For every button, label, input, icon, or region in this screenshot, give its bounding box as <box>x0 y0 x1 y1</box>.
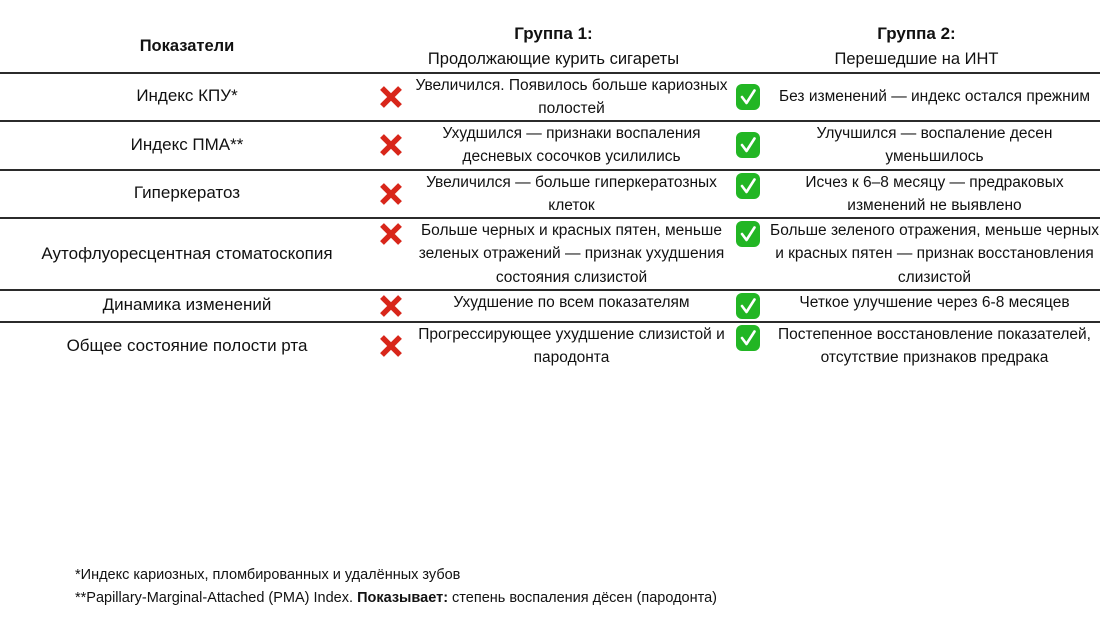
group-2-result-cell <box>733 290 1100 322</box>
group-2-result-cell <box>733 121 1100 170</box>
group-2-result-text: Улучшился — воспаление десен уменьшилось <box>816 125 1053 166</box>
footnote-pma-prefix: **Papillary-Marginal-Attached (PMA) Index. <box>75 590 358 607</box>
red-cross-icon <box>376 179 406 209</box>
group-2-result-text: Постепенное восстановление показателей, отсутствие признаков предрака <box>778 325 1091 367</box>
red-cross-icon <box>376 219 406 249</box>
red-cross-icon <box>376 331 406 361</box>
group-1-result-text: Ухудшение по всем показателям <box>453 293 690 311</box>
green-check-icon <box>733 82 763 112</box>
parameter-name: Индекс ПМА** <box>0 121 374 170</box>
header-parameters-label: Показатели <box>139 37 235 56</box>
group-1-result-cell <box>376 121 731 170</box>
group-1-result-text: Прогрессирующее ухудшение слизистой и пародонта <box>418 325 725 367</box>
group-1-result-cell <box>376 170 731 219</box>
group-1-result-text: Больше черных и красных пятен, меньше зеленых отражений — признак ухудшения состояния слизистой <box>418 222 725 286</box>
red-cross-icon <box>376 130 406 160</box>
group-1-result-cell <box>376 322 731 370</box>
group-1-result-cell <box>376 73 731 122</box>
footnotes <box>75 564 1075 611</box>
parameter-name: Индекс КПУ* <box>0 73 374 122</box>
group-2-title: Группа 2: <box>877 24 956 43</box>
group-1-result-text: Ухудшился — признаки воспаления десневых сосочков усилились <box>442 125 701 166</box>
group-2-result-text: Больше зеленого отражения, меньше черных и красных пятен — признак восстановления слизистой <box>770 222 1099 286</box>
parameter-name: Общее состояние полости рта <box>0 322 374 370</box>
table-row <box>0 322 1100 370</box>
parameter-name: Динамика изменений <box>0 290 374 322</box>
groups-comparison-table <box>0 22 1100 369</box>
group-2-result-cell <box>733 322 1100 370</box>
table-row <box>0 73 1100 122</box>
group-2-result-cell <box>733 170 1100 219</box>
green-check-icon <box>733 219 763 249</box>
red-cross-icon <box>376 82 406 112</box>
parameter-name: Аутофлуоресцентная стоматоскопия <box>0 218 374 290</box>
parameter-name: Гиперкератоз <box>0 170 374 219</box>
table-header-row <box>0 22 1100 73</box>
table-row <box>0 218 1100 290</box>
group-2-result-cell <box>733 73 1100 122</box>
table-row <box>0 121 1100 170</box>
header-group-2 <box>733 22 1100 73</box>
green-check-icon <box>733 171 763 201</box>
header-group-1 <box>376 22 731 73</box>
group-1-result-cell <box>376 218 731 290</box>
group-2-result-text: Четкое улучшение через 6-8 месяцев <box>799 293 1070 311</box>
group-2-subtitle: Перешедшие на ИНТ <box>834 50 999 69</box>
group-2-result-cell <box>733 218 1100 290</box>
footnote-pma <box>75 587 1075 610</box>
footnote-pma-bold: Показывает: <box>357 590 449 607</box>
footnote-pma-suffix: степень воспаления дёсен (пародонта) <box>448 590 717 607</box>
table-row <box>0 170 1100 219</box>
group-1-result-text: Увеличился — больше гиперкератозных клеток <box>426 173 717 214</box>
group-1-result-cell <box>376 290 731 322</box>
group-1-subtitle: Продолжающие курить сигареты <box>427 50 680 69</box>
group-2-result-text: Без изменений — индекс остался прежним <box>778 88 1091 106</box>
green-check-icon <box>733 323 763 353</box>
red-cross-icon <box>376 291 406 321</box>
group-1-title: Группа 1: <box>514 24 593 43</box>
footnote-kpu: *Индекс кариозных, пломбированных и удалённых зубов <box>75 567 461 583</box>
table-row <box>0 290 1100 322</box>
green-check-icon <box>733 291 763 321</box>
group-1-result-text: Увеличился. Появилось больше кариозных полостей <box>415 76 728 117</box>
group-2-result-text: Исчез к 6–8 месяцу — предраковых изменений не выявлено <box>805 173 1064 214</box>
green-check-icon <box>733 130 763 160</box>
